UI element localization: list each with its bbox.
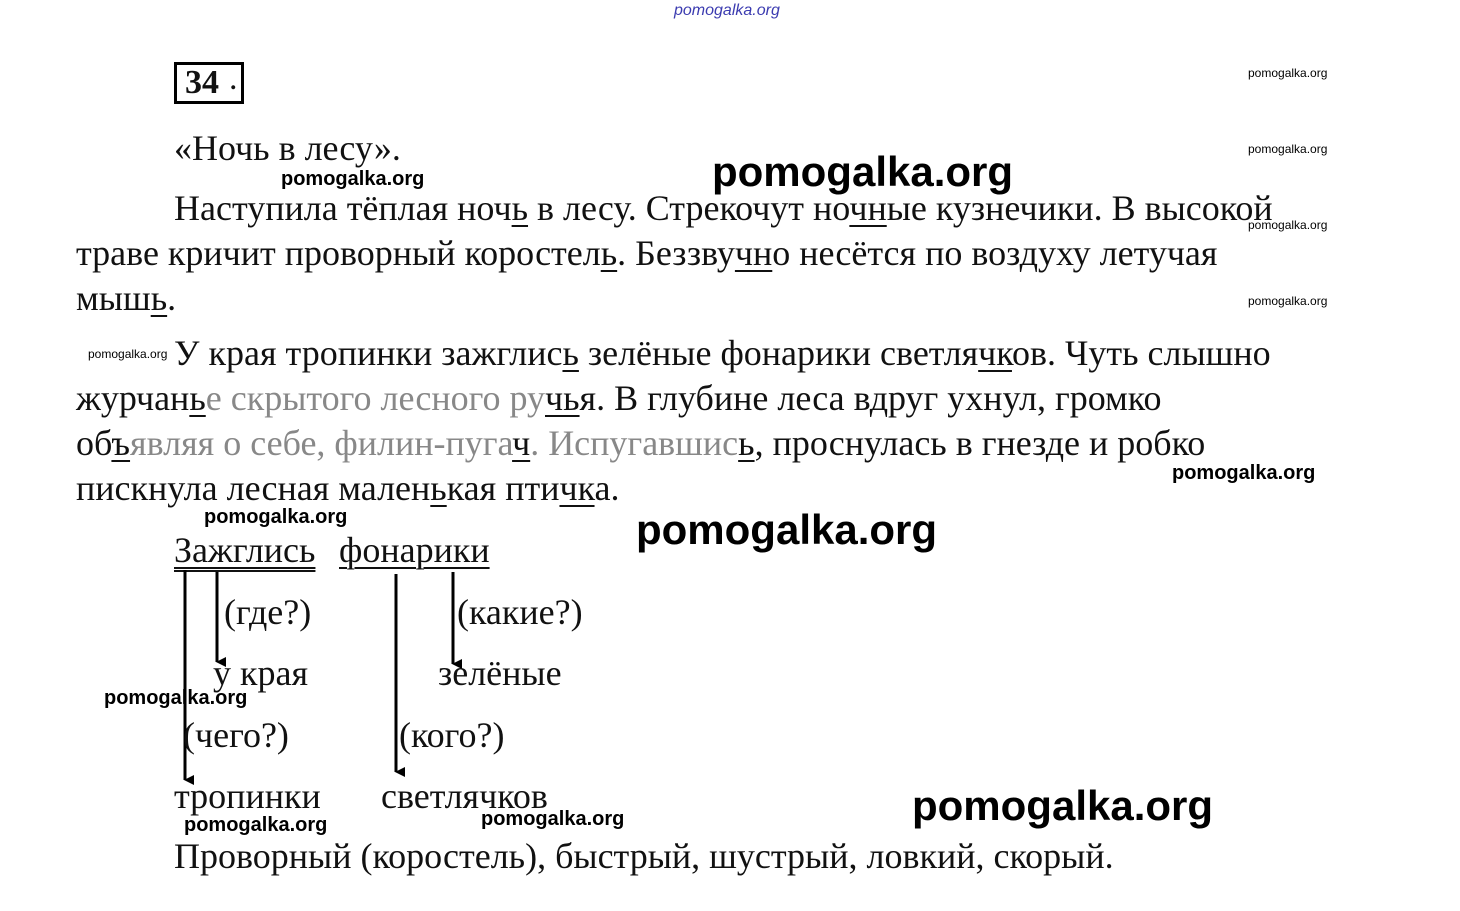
diagram-question-where: (где?) (224, 592, 312, 632)
exercise-number: 34 (174, 62, 244, 104)
synonyms-line: Проворный (коростель), быстрый, шустрый, ловкий, скорый. (174, 836, 1114, 876)
watermark-small: pomogalka.org (1248, 142, 1328, 156)
watermark-small: pomogalka.org (88, 347, 168, 361)
diagram-predicate: Зажглись (174, 530, 316, 570)
paragraph2-line2: журчанье скрытого лесного ручья. В глубине леса вдруг ухнул, громко (76, 378, 1162, 418)
watermark-small: pomogalka.org (1248, 66, 1328, 80)
exercise-number-dot: . (229, 60, 238, 97)
diagram-answer-svetlyachkov: светлячков (381, 776, 548, 816)
paragraph1-line2: траве кричит проворный коростель. Беззвучно несётся по воздуху летучая (76, 233, 1218, 273)
diagram-subject: фонарики (339, 530, 490, 570)
watermark-large: pomogalka.org (912, 782, 1214, 829)
watermark-small: pomogalka.org (1248, 218, 1328, 232)
diagram-answer-tropinki: тропинки (174, 776, 321, 816)
watermark-medium: pomogalka.org (281, 168, 425, 190)
diagram-question-whom: (кого?) (399, 715, 505, 755)
diagram-question-which: (какие?) (457, 592, 583, 632)
watermark-small: pomogalka.org (1248, 294, 1328, 308)
paragraph2-line3: объявляя о себе, филин-пугач. Испугавшись, проснулась в гнезде и робко (76, 423, 1206, 463)
watermark-large: pomogalka.org (636, 506, 938, 553)
diagram-answer-which: зелёные (438, 653, 562, 693)
text-title: «Ночь в лесу». (174, 128, 401, 168)
watermark-medium: pomogalka.org (1172, 462, 1316, 484)
diagram-question-what-gen: (чего?) (183, 715, 289, 755)
diagram-answer-where: у края (213, 653, 309, 693)
watermark-medium: pomogalka.org (104, 687, 248, 709)
watermark-medium: pomogalka.org (184, 814, 328, 836)
watermark-medium: pomogalka.org (204, 506, 348, 528)
watermark-medium: pomogalka.org (481, 808, 625, 830)
watermark-large: pomogalka.org (712, 148, 1014, 195)
watermark-top: pomogalka.org (674, 2, 780, 19)
paragraph1-line3: мышь. (76, 278, 177, 318)
paragraph2-line1: У края тропинки зажглись зелёные фонарики светлячков. Чуть слышно (174, 333, 1271, 373)
paragraph2-line4: пискнула лесная маленькая птичка. (76, 468, 620, 508)
paragraph1-line1: Наступила тёплая ночь в лесу. Стрекочут ночные кузнечики. В высокой (174, 188, 1273, 228)
